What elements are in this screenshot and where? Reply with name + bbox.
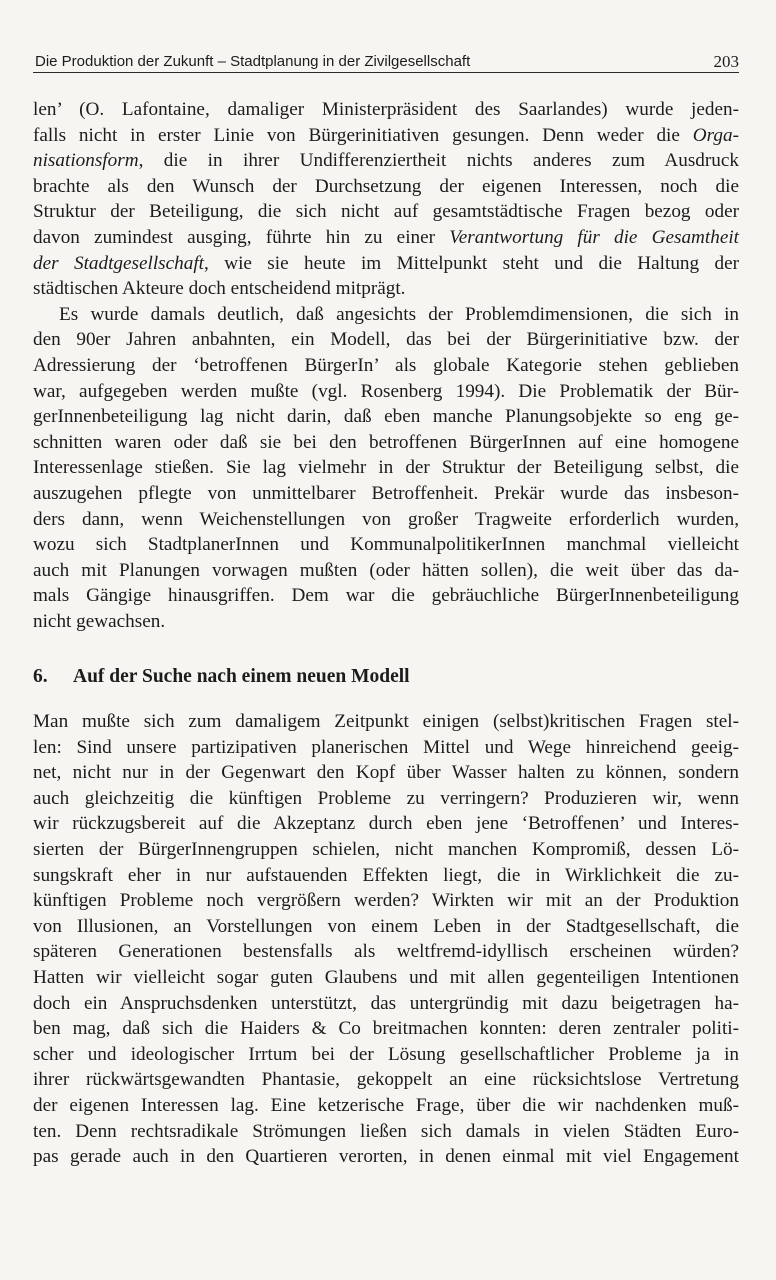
text-line: pas gerade auch in den Quartieren verorten, in denen einmal mit viel Engagement (33, 1146, 739, 1168)
paragraph-first-line: Es wurde damals deutlich, daß angesichts der Problemdimensionen, die sich in (59, 303, 739, 325)
text-block-section-6 (33, 709, 739, 1170)
text-line: ten. Denn rechtsradikale Strömungen ließen sich damals in vielen Städten Euro- (33, 1120, 739, 1142)
running-title: Die Produktion der Zukunft – Stadtplanung in der Zivilgesellschaft (35, 53, 471, 70)
text-line: doch ein Anspruchsdenken unterstützt, das untergründig mit dazu beigetragen ha- (33, 992, 739, 1014)
text-line: Struktur der Beteiligung, die sich nicht auf gesamtstädtische Fragen bezog oder (33, 201, 739, 223)
text-line: Hatten wir vielleicht sogar guten Glaubens und mit allen gegenteiligen Intentionen (33, 966, 739, 988)
section-number: 6. (33, 666, 48, 687)
section-heading (33, 664, 739, 690)
text-line: wozu sich StadtplanerInnen und KommunalpolitikerInnen manchmal vielleicht (33, 534, 739, 556)
running-head (33, 50, 739, 73)
text-line: davon zumindest ausging, führte hin zu einer Verantwortung für die Gesamtheit (33, 226, 739, 248)
text-line: gerInnenbeteiligung lag nicht darin, daß eben manche Planungsobjekte so eng ge- (33, 406, 739, 428)
text-line: ihrer rückwärtsgewandten Phantasie, gekoppelt an eine rücksichtslose Vertretung (33, 1069, 739, 1091)
text-line: net, nicht nur in der Gegenwart den Kopf über Wasser halten zu können, sondern (33, 762, 739, 784)
emphasis: Verantwortung für die Gesamtheit (449, 226, 739, 248)
text-block-continuation (33, 97, 739, 634)
text-line: falls nicht in erster Linie von Bürgerinitiativen gesungen. Denn weder die Orga- (33, 124, 739, 146)
text-line: mals Gängige hinausgriffen. Dem war die gebräuchliche BürgerInnenbeteiligung (33, 585, 739, 607)
emphasis: Orga- (692, 124, 739, 146)
text-line: Adressierung der ‘betroffenen BürgerIn’ als globale Kategorie stehen geblieben (33, 354, 739, 376)
text-line: len’ (O. Lafontaine, damaliger Ministerpräsident des Saarlandes) wurde jeden- (33, 99, 739, 120)
page-number: 203 (713, 52, 739, 71)
text-line: Man mußte sich zum damaligem Zeitpunkt einigen (selbst)kritischen Fragen stel- (33, 711, 739, 732)
text-line: der Stadtgesellschaft, wie sie heute im Mittelpunkt steht und die Haltung der (33, 252, 739, 274)
text-line: brachte als den Wunsch der Durchsetzung der eigenen Interessen, noch die (33, 175, 739, 197)
text-line: auszugehen pflegte von unmittelbarer Betroffenheit. Prekär wurde das insbeson- (33, 482, 739, 504)
text-line: der eigenen Interessen lag. Eine ketzerische Frage, über die wir nachdenken muß- (33, 1094, 739, 1116)
text-line: sierten der BürgerInnengruppen schielen, nicht manchen Kompromiß, dessen Lö- (33, 838, 739, 860)
section-title: Auf der Suche nach einem neuen Modell (73, 666, 410, 687)
text-line: späteren Generationen bestensfalls als weltfremd-idyllisch erscheinen würden? (33, 941, 739, 963)
text-line: nisationsform, die in ihrer Undifferenziertheit nichts anderes zum Ausdruck (33, 150, 739, 172)
text-line: sungskraft eher in nur aufstauenden Effekten liegt, die in Wirklichkeit die zu- (33, 864, 739, 886)
emphasis: der Stadtgesellschaft (33, 252, 205, 274)
text-line: scher und ideologischer Irrtum bei der Lösung gesellschaftlicher Probleme ja in (33, 1043, 739, 1065)
text-line: wir rückzugsbereit auf die Akzeptanz durch eben jene ‘Betroffenen’ und Interes- (33, 813, 739, 835)
text-line: ders dann, wenn Weichenstellungen von großer Tragweite erforderlich wurden, (33, 508, 739, 530)
text-line: den 90er Jahren anbahnten, ein Modell, das bei der Bürgerinitiative bzw. der (33, 329, 739, 351)
text-line: auch gleichzeitig die künftigen Probleme zu verringern? Produzieren wir, wenn (33, 787, 739, 809)
text-line: nicht gewachsen. (33, 610, 166, 632)
text-line: war, aufgegeben werden mußte (vgl. Rosenberg 1994). Die Problematik der Bür- (33, 380, 739, 402)
text-line: künftigen Probleme noch vergrößern werden? Wirkten wir mit an der Produktion (33, 890, 739, 912)
text-line: auch mit Planungen vorwagen mußten (oder hätten sollen), die weit über das da- (33, 559, 739, 581)
text-line: von Illusionen, an Vorstellungen von einem Leben in der Stadtgesellschaft, die (33, 915, 739, 937)
text-line: len: Sind unsere partizipativen planerischen Mittel und Wege hinreichend geeig- (33, 736, 739, 758)
text-line: städtischen Akteure doch entscheidend mitprägt. (33, 278, 406, 300)
emphasis: nisationsform (33, 150, 139, 172)
book-page (33, 0, 739, 1280)
text-line: Interessenlage stießen. Sie lag vielmehr in der Struktur der Beteiligung selbst, die (33, 457, 739, 479)
text-line: schnitten waren oder daß sie bei den betroffenen BürgerInnen auf eine homogene (33, 431, 739, 453)
text-line: ben mag, daß sich die Haiders & Co breitmachen konnten: deren zentraler politi- (33, 1018, 739, 1040)
